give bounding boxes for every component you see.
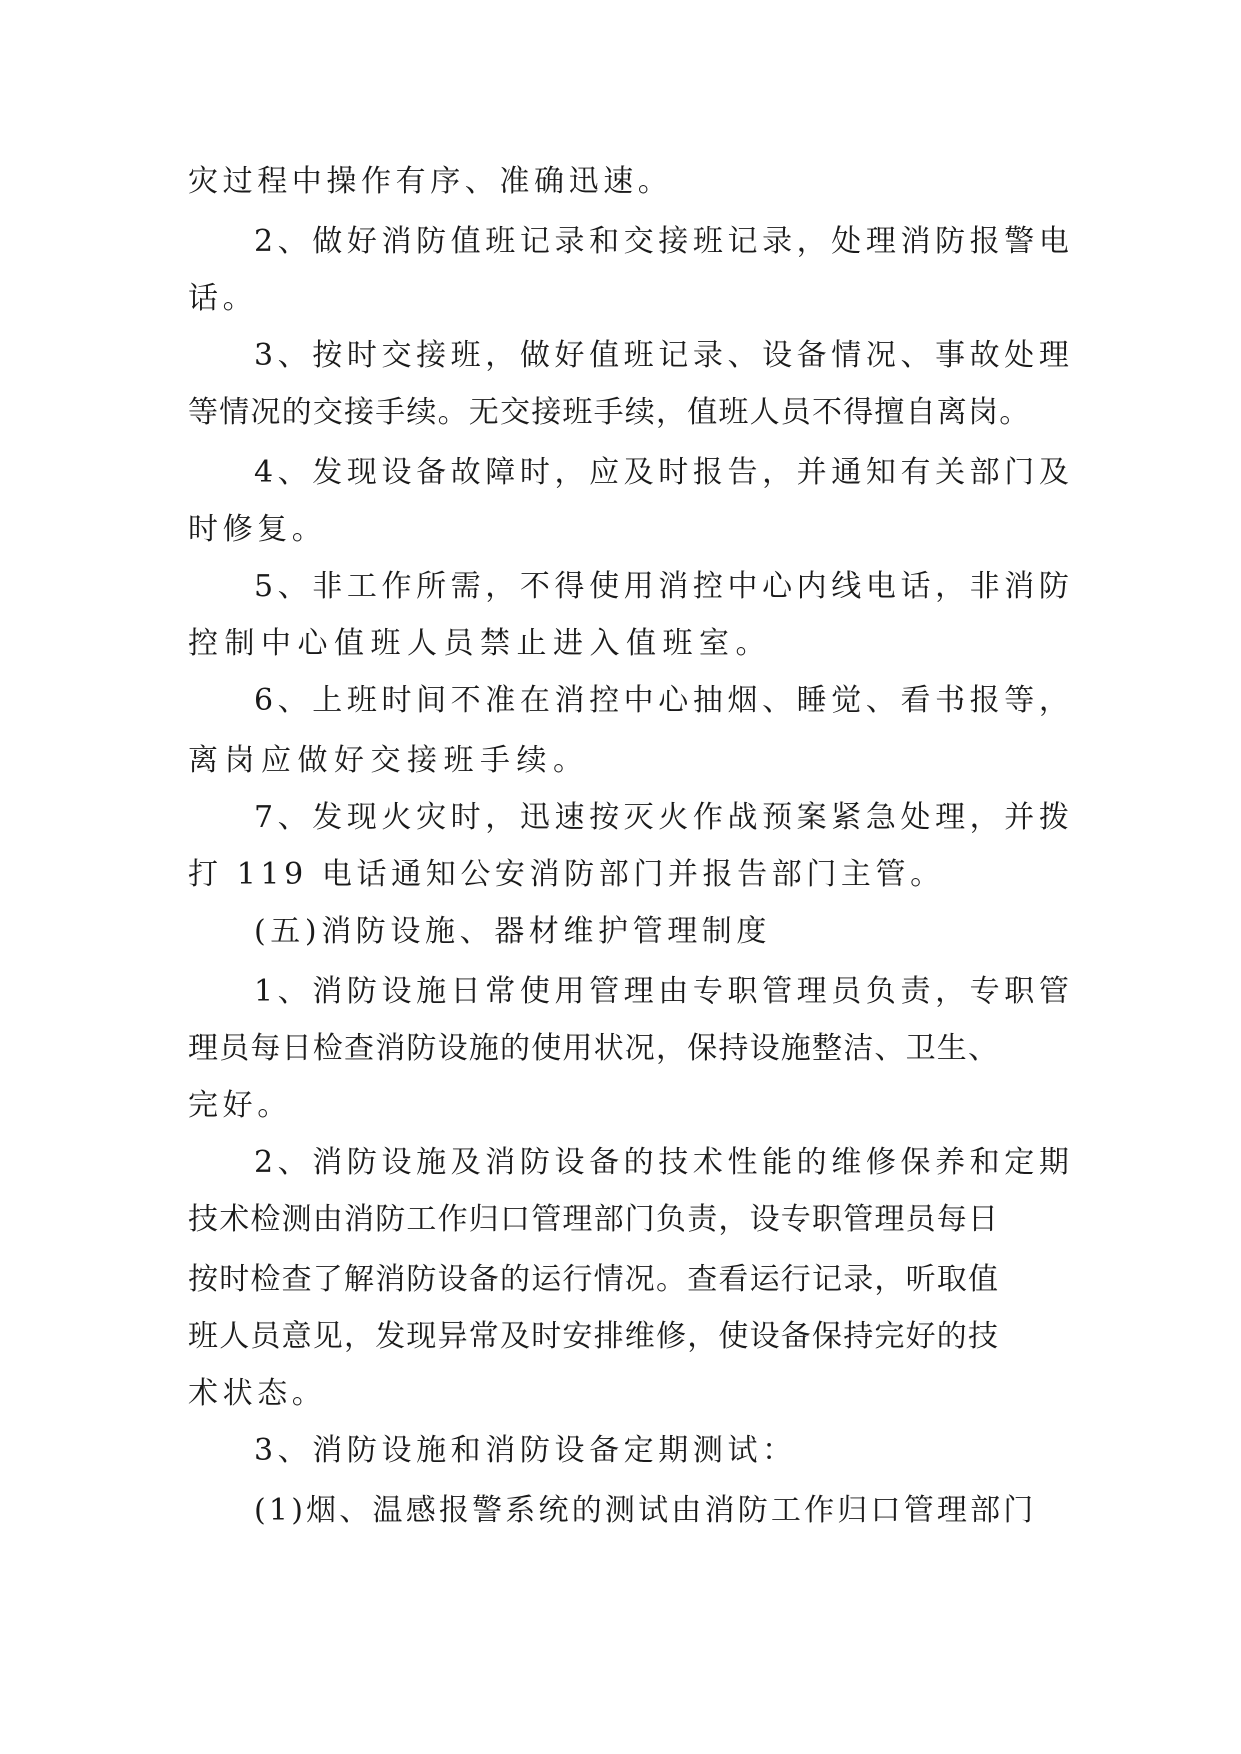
paragraph-line: 话。 — [188, 281, 258, 316]
paragraph-line: 6、上班时间不准在消控中心抽烟、睡觉、看书报等， — [254, 683, 1074, 718]
paragraph-line: 完好。 — [188, 1088, 292, 1123]
paragraph-line: 3、按时交接班，做好值班记录、设备情况、事故处理 — [254, 338, 1074, 373]
paragraph-line: 等情况的交接手续。无交接班手续，值班人员不得擅自离岗。 — [188, 395, 1031, 430]
paragraph-line: 理员每日检查消防设施的使用状况，保持设施整洁、卫生、 — [188, 1031, 1000, 1066]
paragraph-line: 控制中心值班人员禁止进入值班室。 — [188, 626, 772, 661]
paragraph-line: 班人员意见，发现异常及时安排维修，使设备保持完好的技 — [188, 1319, 1000, 1354]
paragraph-line: 4、发现设备故障时，应及时报告，并通知有关部门及 — [254, 455, 1074, 490]
section-heading: (五)消防设施、器材维护管理制度 — [254, 914, 772, 949]
paragraph-line: 1、消防设施日常使用管理由专职管理员负责，专职管 — [254, 974, 1074, 1009]
paragraph-line: 离岗应做好交接班手续。 — [188, 743, 590, 778]
paragraph-line: 5、非工作所需，不得使用消控中心内线电话，非消防 — [254, 569, 1074, 604]
paragraph-line: 2、消防设施及消防设备的技术性能的维修保养和定期 — [254, 1145, 1074, 1180]
paragraph-line: 2、做好消防值班记录和交接班记录，处理消防报警电 — [254, 224, 1074, 259]
paragraph-line: 时修复。 — [188, 512, 327, 547]
paragraph-line: 7、发现火灾时，迅速按灭火作战预案紧急处理，并拨 — [254, 800, 1074, 835]
paragraph-line: 按时检查了解消防设备的运行情况。查看运行记录，听取值 — [188, 1262, 1000, 1297]
paragraph-line: 术状态。 — [188, 1376, 327, 1411]
paragraph-line: (1)烟、温感报警系统的测试由消防工作归口管理部门 — [254, 1493, 1037, 1528]
paragraph-line: 灾过程中操作有序、准确迅速。 — [188, 164, 673, 199]
paragraph-line: 打 119 电话通知公安消防部门并报告部门主管。 — [188, 857, 945, 892]
paragraph-line: 技术检测由消防工作归口管理部门负责，设专职管理员每日 — [188, 1202, 1000, 1237]
paragraph-line: 3、消防设施和消防设备定期测试： — [254, 1433, 797, 1468]
